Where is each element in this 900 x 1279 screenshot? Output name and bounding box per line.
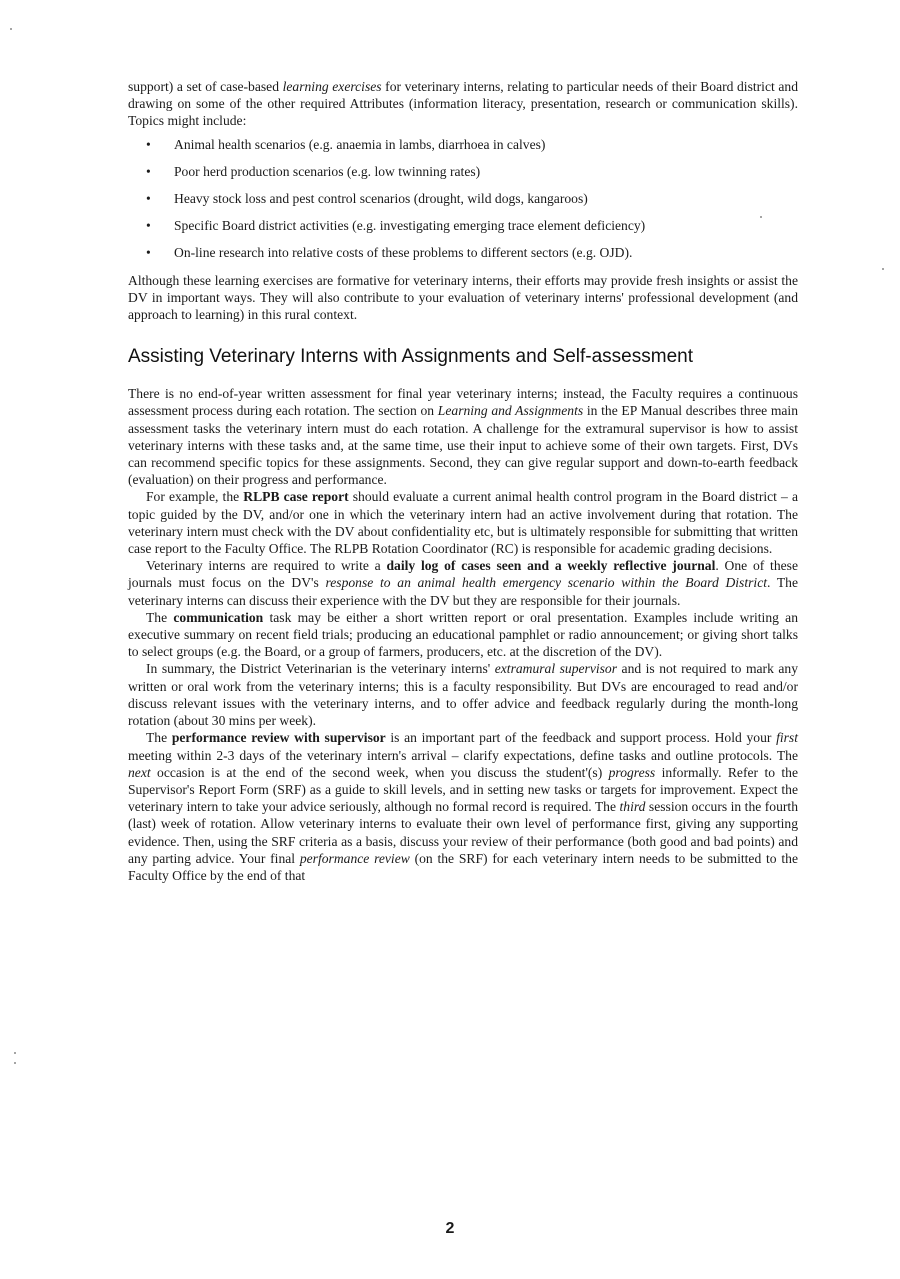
paragraph-communication <box>128 609 798 661</box>
paragraph-summary <box>128 660 798 729</box>
paragraph-case-report <box>128 488 798 557</box>
text-run: There is no end-of-year written assessment for final year veterinary interns; instead, the Faculty requires a continuous assessment process during each rotation. The section on <box>128 386 798 419</box>
page-number: 2 <box>445 1220 455 1237</box>
document-page <box>128 78 798 884</box>
intro-term: learning exercises <box>282 79 382 94</box>
scan-speck <box>882 268 884 270</box>
emphasis-text: third <box>619 799 646 815</box>
paragraph-performance-review <box>128 729 798 884</box>
text-run: and is not required to mark any written or oral work from the veterinary interns; this is a faculty responsibility. But DVs are encouraged to read and/or discuss relevant issues with the veterinary interns, and to offer advice and feedback regularly during the month-long rotation (about 30 mins per week). <box>128 661 799 729</box>
task-name: daily log of cases seen and a weekly reflective journal <box>386 558 716 574</box>
list-item <box>146 163 798 180</box>
emphasis-text: next <box>128 764 151 780</box>
list-item <box>146 244 798 261</box>
text-run: . The veterinary interns can discuss their experience with the DV but they are responsible for their journals. <box>128 575 799 608</box>
text-run: is an important part of the feedback and support process. Hold your <box>385 730 777 746</box>
scan-speck <box>14 1062 16 1064</box>
task-name: communication <box>173 609 264 625</box>
scan-speck <box>10 28 12 30</box>
list-item-text: Specific Board district activities (e.g. investigating emerging trace element deficiency) <box>174 218 646 234</box>
text-run: meeting within 2-3 days of the veterinary intern's arrival – clarify expectations, define tasks and outline protocols. The <box>128 747 798 763</box>
text-run: The <box>146 730 172 746</box>
emphasis-text: performance review <box>299 850 410 866</box>
bullet-icon: • <box>146 163 151 179</box>
text-run: in the EP Manual describes three main assessment tasks the veterinary intern must do each rotation. A challenge for the extramural supervisor is how to assist veterinary interns with these tasks and, at the same time, use their input to achieve some of their own targets. First, DVs can recommend specific topics for these assignments. Second, they can give regular support and down-to-earth feedback (evaluation) on their progress and performance. <box>128 403 799 488</box>
bullet-icon: • <box>146 245 151 261</box>
bullet-icon: • <box>146 191 151 207</box>
paragraph-log-journal <box>128 557 798 609</box>
intro-paragraph <box>128 78 798 130</box>
scan-speck <box>14 1052 16 1054</box>
text-run: session occurs in the fourth (last) week of rotation. Allow veterinary interns to evaluate their own level of performance first, giving any supporting evidence. Then, using the SRF criteria as a basis, discuss your review of their performance (both good and bad points) and any parting advice. Your final <box>128 799 798 866</box>
intro-text: support) a set of case-based <box>128 79 283 94</box>
intro-closing-paragraph: Although these learning exercises are formative for veterinary interns, their efforts may provide fresh insights or assist the DV in important ways. They will also contribute to your evaluation of veterinary interns' professional development (and approach to learning) in this rural context. <box>128 272 798 323</box>
emphasis-text: first <box>776 730 798 746</box>
list-item-text: Poor herd production scenarios (e.g. low twinning rates) <box>174 163 481 179</box>
paragraph-assessment-overview <box>128 385 798 488</box>
scan-speck <box>760 216 762 218</box>
emphasis-text: extramural supervisor <box>494 661 618 677</box>
section-heading: Assisting Veterinary Interns with Assignments and Self-assessment <box>128 346 693 368</box>
list-item-text: Animal health scenarios (e.g. anaemia in lambs, diarrhoea in calves) <box>174 136 546 152</box>
text-run: should evaluate a current animal health control program in the Board district – a topic guided by the DV, and/or one in which the veterinary intern had an active involvement during that rotation. The veterinary intern must check with the DV about confidentiality etc, but is ultimately responsible for submitting that written case report to the Faculty Office. The RLPB Rotation Coordinator (RC) is responsible for academic grading decisions. <box>128 489 798 557</box>
list-item-text: On-line research into relative costs of these problems to different sectors (e.g. OJD). <box>174 245 633 261</box>
list-item <box>146 217 798 234</box>
text-run: Veterinary interns are required to write a <box>146 558 387 574</box>
topics-list <box>128 136 798 262</box>
list-item <box>146 136 798 153</box>
list-item-text: Heavy stock loss and pest control scenarios (drought, wild dogs, kangaroos) <box>174 191 588 207</box>
task-name: performance review with supervisor <box>171 730 386 746</box>
text-run: task may be either a short written report or oral presentation. Examples include writing an executive summary on recent field trials; producing an educational pamphlet or radio announcement; or giving short talks to select groups (e.g. the Board, or a group of farmers, producers, etc. at the discretion of the DV). <box>128 609 798 660</box>
manual-section-ref: Learning and Assignments <box>437 403 584 419</box>
list-item <box>146 190 798 207</box>
text-run: The <box>146 609 174 625</box>
task-name: RLPB case report <box>243 489 349 505</box>
text-run: occasion is at the end of the second week, when you discuss the student'(s) <box>150 764 609 780</box>
text-run: For example, the <box>146 489 244 505</box>
bullet-icon: • <box>146 218 151 234</box>
text-run: . One of these journals must focus on the DV's <box>128 558 798 591</box>
text-run: informally. Refer to the Supervisor's Report Form (SRF) as a guide to skill levels, and in setting new tasks or targets for improvement. Expect the veterinary intern to take your advice seriously, although no formal record is required. The <box>128 764 799 815</box>
bullet-icon: • <box>146 136 151 152</box>
text-run: (on the SRF) for each veterinary intern needs to be submitted to the Faculty Office by the end of that <box>128 850 798 883</box>
emphasis-text: response to an animal health emergency scenario within the Board District <box>325 575 768 591</box>
intro-text-cont: for veterinary interns, relating to particular needs of their Board district and drawing on some of the other required Attributes (information literacy, presentation, research or communication skills). Topics might include: <box>128 79 798 129</box>
emphasis-text: progress <box>608 764 656 780</box>
text-run: In summary, the District Veterinarian is the veterinary interns' <box>146 661 495 677</box>
